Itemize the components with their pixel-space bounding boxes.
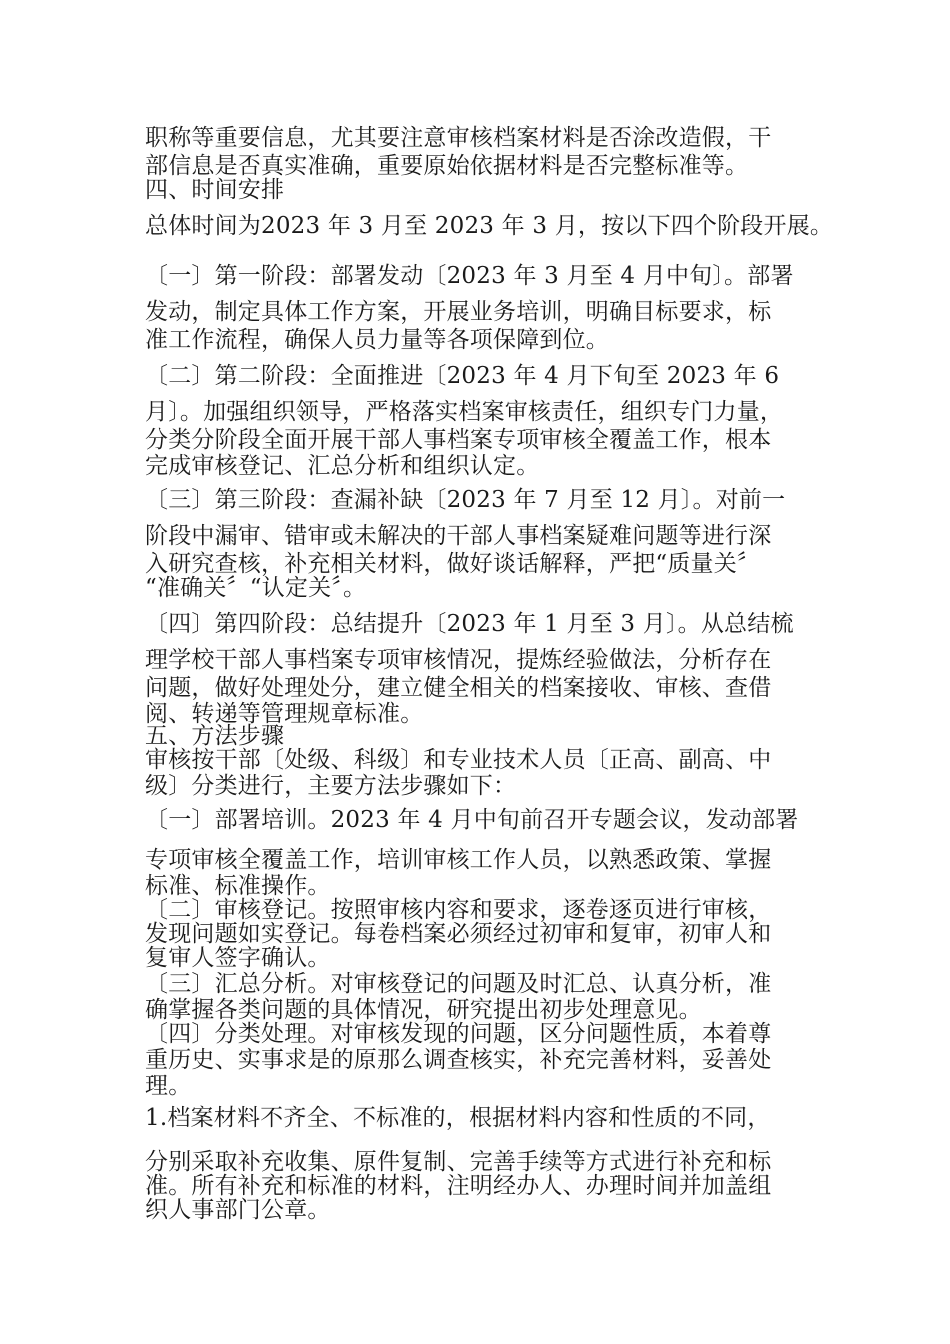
text-line: 问题，做好处理处分，建立健全相关的档案接收、审核、查借 xyxy=(145,675,772,701)
text-line: “准确关〞“认定关〞。 xyxy=(145,575,367,601)
text-line: 准工作流程，确保人员力量等各项保障到位。 xyxy=(145,327,609,353)
text-line: 〔四〕分类处理。对审核发现的问题，区分问题性质，本着尊 xyxy=(145,1021,772,1047)
text-line: 标准、标准操作。 xyxy=(145,873,331,899)
text-line: 〔二〕审核登记。按照审核内容和要求，逐卷逐页进行审核， xyxy=(145,897,772,923)
text-line: 织人事部门公章。 xyxy=(145,1197,331,1223)
text-line: 确掌握各类问题的具体情况，研究提出初步处理意见。 xyxy=(145,997,702,1023)
text-line: 部信息是否真实准确，重要原始依据材料是否完整标准等。 xyxy=(145,153,749,179)
text-line: 月〕。加强组织领导，严格落实档案审核责任，组织专门力量， xyxy=(145,399,784,425)
text-line: 专项审核全覆盖工作，培训审核工作人员，以熟悉政策、掌握 xyxy=(145,847,772,873)
text-line: 级〕分类进行，主要方法步骤如下： xyxy=(145,773,517,799)
text-line: 理。 xyxy=(145,1073,192,1099)
text-line: 职称等重要信息，尤其要注意审核档案材料是否涂改造假，干 xyxy=(145,125,772,151)
text-line: 理学校干部人事档案专项审核情况，提炼经验做法，分析存在 xyxy=(145,647,772,673)
text-line: 准。所有补充和标准的材料，注明经办人、办理时间并加盖组 xyxy=(145,1173,772,1199)
text-line: 分别采取补充收集、原件复制、完善手续等方式进行补充和标 xyxy=(145,1149,772,1175)
text-line: 分类分阶段全面开展干部人事档案专项审核全覆盖工作，根本 xyxy=(145,427,772,453)
text-line: 1.档案材料不齐全、不标准的，根据材料内容和性质的不同， xyxy=(145,1105,771,1131)
text-line: 入研究查核，补充相关材料，做好谈话解释，严把“质量关〞 xyxy=(145,551,761,577)
text-line: 〔三〕第三阶段：查漏补缺〔2023 年 7 月至 12 月〕。对前一 xyxy=(145,487,786,513)
text-line: 审核按干部〔处级、科级〕和专业技术人员〔正高、副高、中 xyxy=(145,747,772,773)
text-line: 发动，制定具体工作方案，开展业务培训，明确目标要求，标 xyxy=(145,299,772,325)
section-heading: 四、时间安排 xyxy=(145,177,285,203)
section-heading: 五、方法步骤 xyxy=(145,723,285,749)
text-line: 完成审核登记、汇总分析和组织认定。 xyxy=(145,453,540,479)
text-line: 重历史、实事求是的原那么调查核实，补充完善材料，妥善处 xyxy=(145,1047,772,1073)
text-line: 〔四〕第四阶段：总结提升〔2023 年 1 月至 3 月〕。从总结梳 xyxy=(145,611,794,637)
text-line: 发现问题如实登记。每卷档案必须经过初审和复审，初审人和 xyxy=(145,921,772,947)
text-line: 〔二〕第二阶段：全面推进〔2023 年 4 月下旬至 2023 年 6 xyxy=(145,363,780,389)
text-line: 阶段中漏审、错审或未解决的干部人事档案疑难问题等进行深 xyxy=(145,523,772,549)
text-line: 〔一〕部署培训。2023 年 4 月中旬前召开专题会议，发动部署 xyxy=(145,807,799,833)
text-line: 〔三〕汇总分析。对审核登记的问题及时汇总、认真分析，准 xyxy=(145,971,772,997)
text-line: 〔一〕第一阶段：部署发动〔2023 年 3 月至 4 月中旬〕。部署 xyxy=(145,263,794,289)
text-line: 总体时间为2023 年 3 月至 2023 年 3 月，按以下四个阶段开展。 xyxy=(145,213,834,239)
text-line: 阅、转递等管理规章标准。 xyxy=(145,701,424,727)
text-line: 复审人签字确认。 xyxy=(145,945,331,971)
